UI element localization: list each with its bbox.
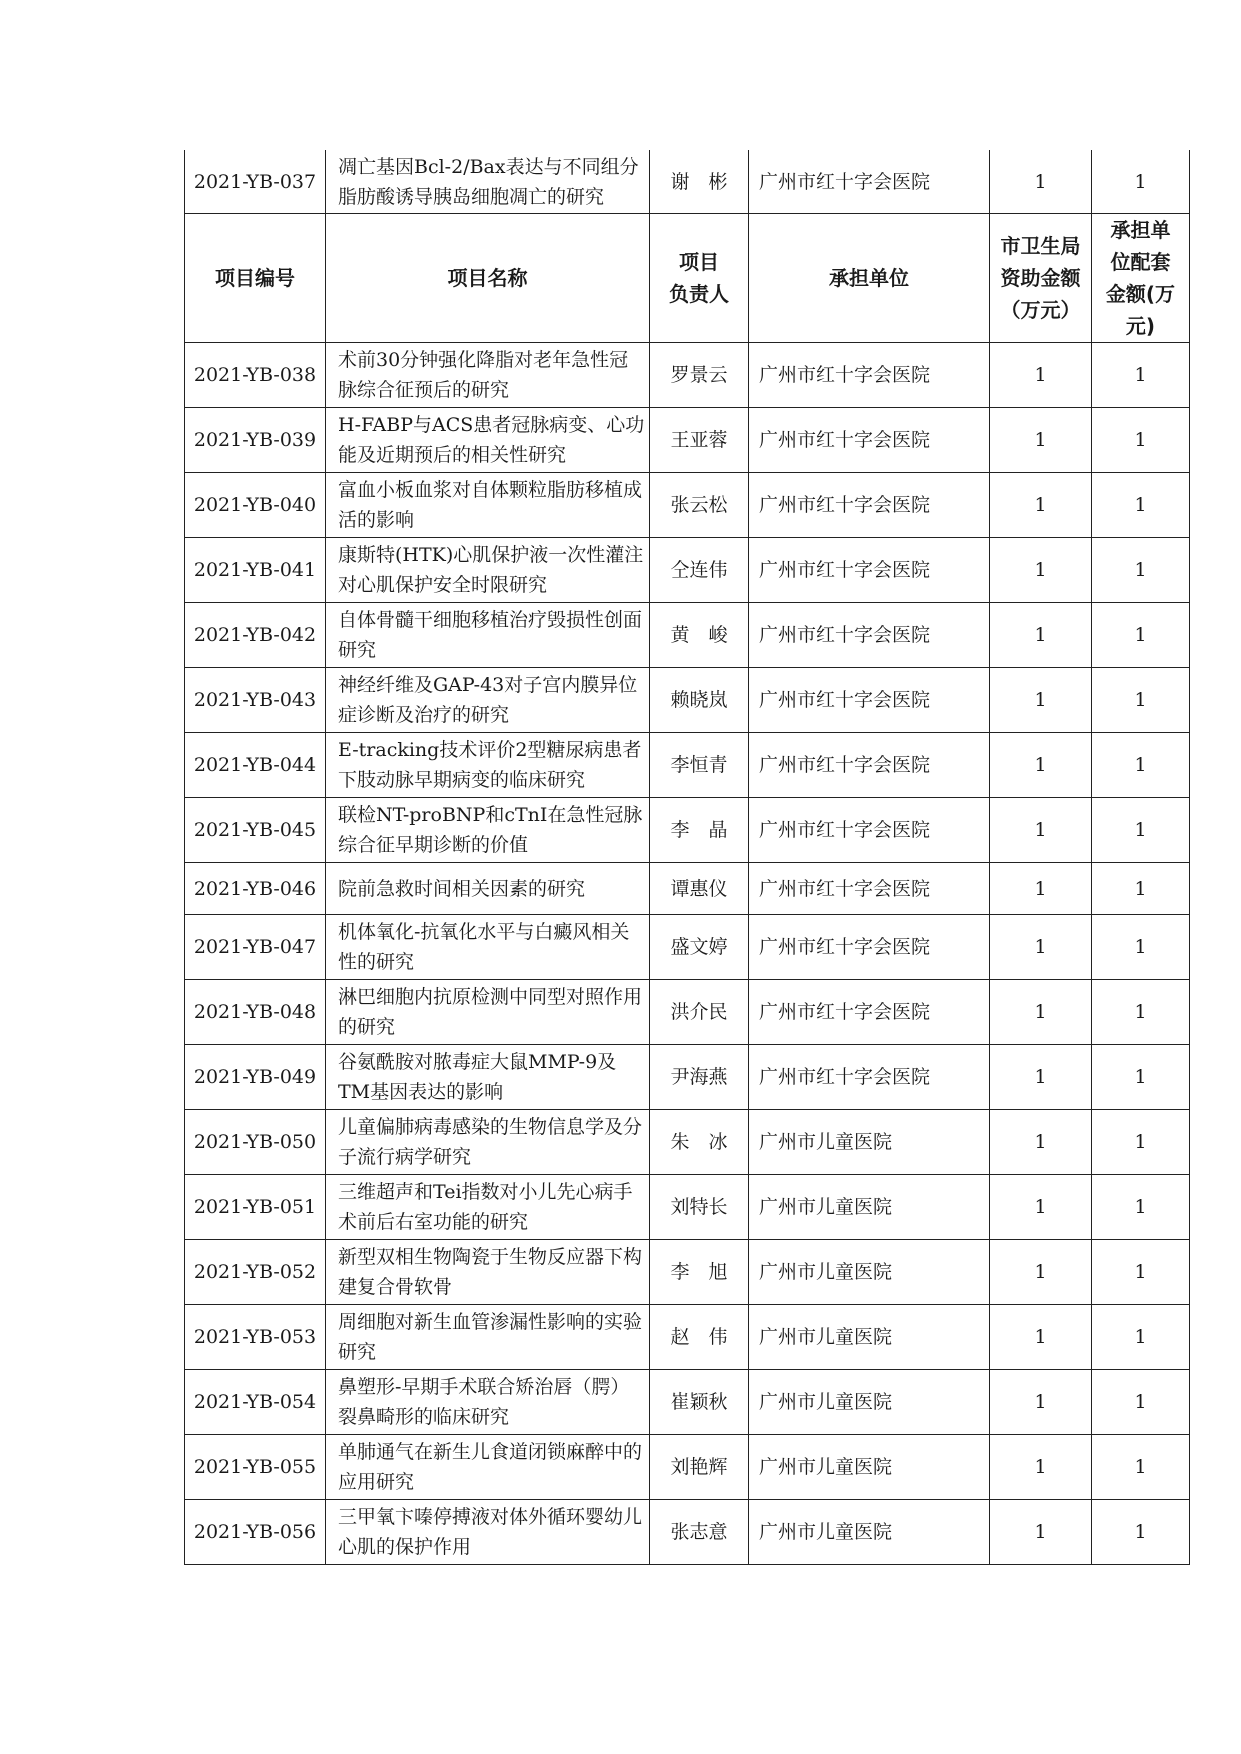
table-row xyxy=(185,980,1190,1045)
table-row xyxy=(185,1305,1190,1370)
project-code: 2021-YB-046 xyxy=(185,863,326,915)
city-funding-amount: 1 xyxy=(990,1435,1092,1500)
project-name: 儿童偏肺病毒感染的生物信息学及分子流行病学研究 xyxy=(326,1110,650,1175)
project-name: 鼻塑形-早期手术联合矫治唇（腭）裂鼻畸形的临床研究 xyxy=(326,1370,650,1435)
city-funding-amount: 1 xyxy=(990,733,1092,798)
project-code: 2021-YB-042 xyxy=(185,603,326,668)
table-row xyxy=(185,1110,1190,1175)
project-name: E-tracking技术评价2型糖尿病患者下肢动脉早期病变的临床研究 xyxy=(326,733,650,798)
city-funding-amount: 1 xyxy=(990,1370,1092,1435)
project-code: 2021-YB-045 xyxy=(185,798,326,863)
unit-matching-amount: 1 xyxy=(1092,1240,1190,1305)
unit-matching-amount: 1 xyxy=(1092,1370,1190,1435)
table-row xyxy=(185,473,1190,538)
project-table xyxy=(184,150,1190,1565)
project-name: 术前30分钟强化降脂对老年急性冠脉综合征预后的研究 xyxy=(326,343,650,408)
host-unit: 广州市红十字会医院 xyxy=(749,408,990,473)
project-name: 三甲氧卞嗪停搏液对体外循环婴幼儿心肌的保护作用 xyxy=(326,1500,650,1565)
project-code: 2021-YB-037 xyxy=(185,150,326,214)
project-code: 2021-YB-054 xyxy=(185,1370,326,1435)
project-leader: 谢 彬 xyxy=(650,150,749,214)
table-row xyxy=(185,603,1190,668)
project-name: 联检NT-proBNP和cTnⅠ在急性冠脉综合征早期诊断的价值 xyxy=(326,798,650,863)
table-header-row xyxy=(185,214,1190,343)
table-row xyxy=(185,798,1190,863)
host-unit: 广州市红十字会医院 xyxy=(749,343,990,408)
project-name: 自体骨髓干细胞移植治疗毁损性创面研究 xyxy=(326,603,650,668)
project-code: 2021-YB-041 xyxy=(185,538,326,603)
host-unit: 广州市红十字会医院 xyxy=(749,863,990,915)
host-unit: 广州市红十字会医院 xyxy=(749,980,990,1045)
city-funding-amount: 1 xyxy=(990,798,1092,863)
project-name: 机体氧化-抗氧化水平与白癜风相关性的研究 xyxy=(326,915,650,980)
table-row xyxy=(185,150,1190,214)
unit-matching-amount: 1 xyxy=(1092,538,1190,603)
header-unit-amount: 承担单 位配套 金额(万 元) xyxy=(1092,214,1190,343)
project-code: 2021-YB-055 xyxy=(185,1435,326,1500)
city-funding-amount: 1 xyxy=(990,538,1092,603)
project-leader: 刘艳辉 xyxy=(650,1435,749,1500)
city-funding-amount: 1 xyxy=(990,150,1092,214)
project-leader: 崔颖秋 xyxy=(650,1370,749,1435)
project-leader: 罗景云 xyxy=(650,343,749,408)
project-leader: 盛文婷 xyxy=(650,915,749,980)
project-name: 富血小板血浆对自体颗粒脂肪移植成活的影响 xyxy=(326,473,650,538)
project-leader: 赵 伟 xyxy=(650,1305,749,1370)
project-leader: 李 旭 xyxy=(650,1240,749,1305)
project-leader: 王亚蓉 xyxy=(650,408,749,473)
unit-matching-amount: 1 xyxy=(1092,980,1190,1045)
unit-matching-amount: 1 xyxy=(1092,1045,1190,1110)
project-code: 2021-YB-038 xyxy=(185,343,326,408)
host-unit: 广州市儿童医院 xyxy=(749,1305,990,1370)
city-funding-amount: 1 xyxy=(990,668,1092,733)
host-unit: 广州市红十字会医院 xyxy=(749,538,990,603)
unit-matching-amount: 1 xyxy=(1092,733,1190,798)
unit-matching-amount: 1 xyxy=(1092,668,1190,733)
project-code: 2021-YB-052 xyxy=(185,1240,326,1305)
host-unit: 广州市红十字会医院 xyxy=(749,603,990,668)
table-row xyxy=(185,733,1190,798)
project-code: 2021-YB-040 xyxy=(185,473,326,538)
table-row xyxy=(185,408,1190,473)
project-name: 神经纤维及GAP-43对子宫内膜异位症诊断及治疗的研究 xyxy=(326,668,650,733)
unit-matching-amount: 1 xyxy=(1092,343,1190,408)
project-leader: 黄 峻 xyxy=(650,603,749,668)
city-funding-amount: 1 xyxy=(990,343,1092,408)
project-name: 淋巴细胞内抗原检测中同型对照作用的研究 xyxy=(326,980,650,1045)
host-unit: 广州市红十字会医院 xyxy=(749,798,990,863)
unit-matching-amount: 1 xyxy=(1092,798,1190,863)
host-unit: 广州市儿童医院 xyxy=(749,1240,990,1305)
project-leader: 张志意 xyxy=(650,1500,749,1565)
project-code: 2021-YB-050 xyxy=(185,1110,326,1175)
project-name: 单肺通气在新生儿食道闭锁麻醉中的应用研究 xyxy=(326,1435,650,1500)
project-leader: 洪介民 xyxy=(650,980,749,1045)
city-funding-amount: 1 xyxy=(990,473,1092,538)
project-leader: 朱 冰 xyxy=(650,1110,749,1175)
project-name: 院前急救时间相关因素的研究 xyxy=(326,863,650,915)
table-row xyxy=(185,1240,1190,1305)
header-city-amount: 市卫生局 资助金额 （万元） xyxy=(990,214,1092,343)
header-code: 项目编号 xyxy=(185,214,326,343)
city-funding-amount: 1 xyxy=(990,1240,1092,1305)
project-name: 新型双相生物陶瓷于生物反应器下构建复合骨软骨 xyxy=(326,1240,650,1305)
project-leader: 仝连伟 xyxy=(650,538,749,603)
project-code: 2021-YB-049 xyxy=(185,1045,326,1110)
city-funding-amount: 1 xyxy=(990,1110,1092,1175)
table-row xyxy=(185,538,1190,603)
project-leader: 赖晓岚 xyxy=(650,668,749,733)
project-leader: 李恒青 xyxy=(650,733,749,798)
table-row xyxy=(185,1045,1190,1110)
project-code: 2021-YB-039 xyxy=(185,408,326,473)
header-unit: 承担单位 xyxy=(749,214,990,343)
project-code: 2021-YB-043 xyxy=(185,668,326,733)
unit-matching-amount: 1 xyxy=(1092,1110,1190,1175)
unit-matching-amount: 1 xyxy=(1092,1305,1190,1370)
city-funding-amount: 1 xyxy=(990,408,1092,473)
table-row xyxy=(185,1500,1190,1565)
project-code: 2021-YB-047 xyxy=(185,915,326,980)
host-unit: 广州市红十字会医院 xyxy=(749,915,990,980)
project-name: 康斯特(HTK)心肌保护液一次性灌注对心肌保护安全时限研究 xyxy=(326,538,650,603)
city-funding-amount: 1 xyxy=(990,1305,1092,1370)
table-row xyxy=(185,1175,1190,1240)
table-row xyxy=(185,343,1190,408)
city-funding-amount: 1 xyxy=(990,863,1092,915)
table-row xyxy=(185,863,1190,915)
unit-matching-amount: 1 xyxy=(1092,603,1190,668)
header-person: 项目 负责人 xyxy=(650,214,749,343)
city-funding-amount: 1 xyxy=(990,1175,1092,1240)
host-unit: 广州市儿童医院 xyxy=(749,1110,990,1175)
project-name: 周细胞对新生血管渗漏性影响的实验研究 xyxy=(326,1305,650,1370)
city-funding-amount: 1 xyxy=(990,603,1092,668)
project-code: 2021-YB-056 xyxy=(185,1500,326,1565)
table-row xyxy=(185,668,1190,733)
host-unit: 广州市儿童医院 xyxy=(749,1370,990,1435)
table-row xyxy=(185,915,1190,980)
unit-matching-amount: 1 xyxy=(1092,1175,1190,1240)
project-leader: 刘特长 xyxy=(650,1175,749,1240)
host-unit: 广州市红十字会医院 xyxy=(749,733,990,798)
project-leader: 尹海燕 xyxy=(650,1045,749,1110)
table-row xyxy=(185,1370,1190,1435)
project-name: 谷氨酰胺对脓毒症大鼠MMP-9及TM基因表达的影响 xyxy=(326,1045,650,1110)
host-unit: 广州市儿童医院 xyxy=(749,1435,990,1500)
unit-matching-amount: 1 xyxy=(1092,408,1190,473)
host-unit: 广州市红十字会医院 xyxy=(749,668,990,733)
project-table-body xyxy=(185,150,1190,1565)
project-name: 凋亡基因Bcl-2/Bax表达与不同组分脂肪酸诱导胰岛细胞凋亡的研究 xyxy=(326,150,650,214)
project-leader: 谭惠仪 xyxy=(650,863,749,915)
host-unit: 广州市儿童医院 xyxy=(749,1175,990,1240)
unit-matching-amount: 1 xyxy=(1092,473,1190,538)
unit-matching-amount: 1 xyxy=(1092,150,1190,214)
project-code: 2021-YB-053 xyxy=(185,1305,326,1370)
unit-matching-amount: 1 xyxy=(1092,1500,1190,1565)
unit-matching-amount: 1 xyxy=(1092,863,1190,915)
project-name: H-FABP与ACS患者冠脉病变、心功能及近期预后的相关性研究 xyxy=(326,408,650,473)
project-code: 2021-YB-048 xyxy=(185,980,326,1045)
project-leader: 李 晶 xyxy=(650,798,749,863)
project-name: 三维超声和Tei指数对小儿先心病手术前后右室功能的研究 xyxy=(326,1175,650,1240)
project-leader: 张云松 xyxy=(650,473,749,538)
host-unit: 广州市红十字会医院 xyxy=(749,473,990,538)
table-row xyxy=(185,1435,1190,1500)
project-code: 2021-YB-051 xyxy=(185,1175,326,1240)
project-code: 2021-YB-044 xyxy=(185,733,326,798)
host-unit: 广州市红十字会医院 xyxy=(749,1045,990,1110)
city-funding-amount: 1 xyxy=(990,980,1092,1045)
host-unit: 广州市红十字会医院 xyxy=(749,150,990,214)
unit-matching-amount: 1 xyxy=(1092,915,1190,980)
city-funding-amount: 1 xyxy=(990,1045,1092,1110)
unit-matching-amount: 1 xyxy=(1092,1435,1190,1500)
header-name: 项目名称 xyxy=(326,214,650,343)
city-funding-amount: 1 xyxy=(990,915,1092,980)
city-funding-amount: 1 xyxy=(990,1500,1092,1565)
host-unit: 广州市儿童医院 xyxy=(749,1500,990,1565)
